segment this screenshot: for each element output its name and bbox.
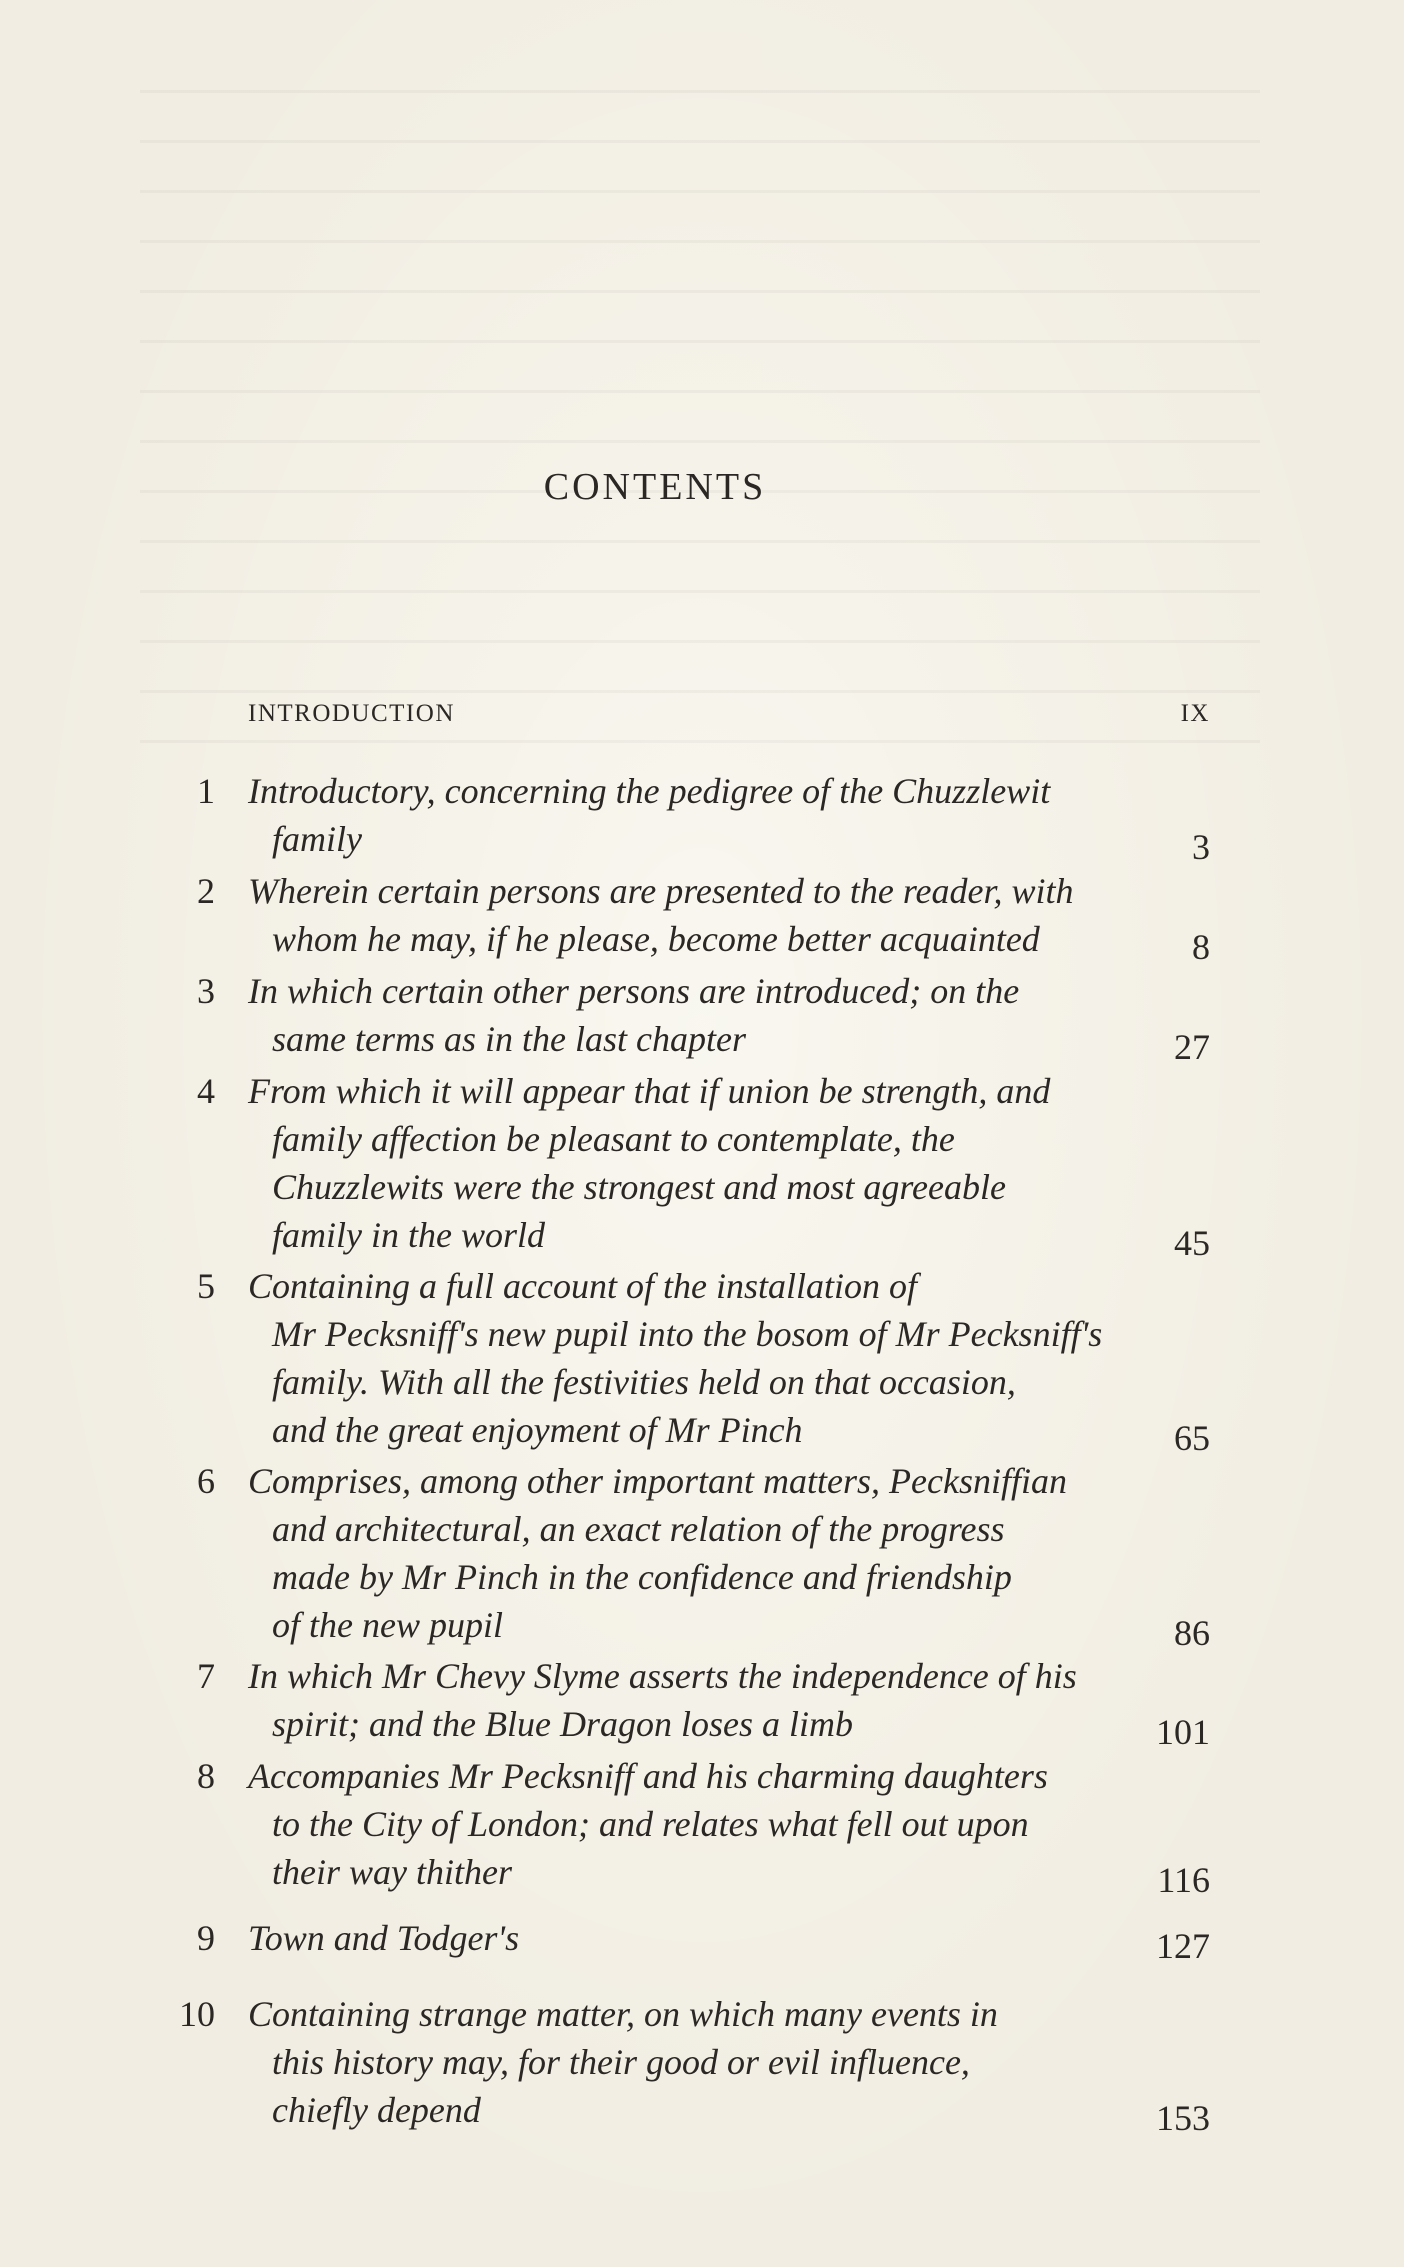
chapter-number: 4 [197, 1071, 215, 1111]
chapter-title-line: family in the world [272, 1215, 545, 1255]
chapter-title-line: spirit; and the Blue Dragon loses a limb [272, 1704, 853, 1744]
chapter-page-number: 45 [1174, 1223, 1210, 1263]
chapter-title-line: Mr Pecksniff's new pupil into the bosom of Mr Pecksniff's [272, 1314, 1103, 1354]
chapter-title-line: this history may, for their good or evil influence, [272, 2042, 970, 2082]
chapter-title-line: Introductory, concerning the pedigree of the Chuzzlewit [248, 771, 1051, 811]
introduction-label: INTRODUCTION [248, 700, 455, 727]
chapter-page-number: 3 [1192, 827, 1210, 867]
chapter-title-line: their way thither [272, 1852, 512, 1892]
chapter-number: 8 [197, 1756, 215, 1796]
chapter-page-number: 27 [1174, 1027, 1210, 1067]
introduction-page-number: IX [1180, 700, 1210, 727]
chapter-number: 6 [197, 1461, 215, 1501]
chapter-number: 9 [197, 1918, 215, 1958]
chapter-page-number: 86 [1174, 1613, 1210, 1653]
chapter-title-line: Accompanies Mr Pecksniff and his charming daughters [248, 1756, 1048, 1796]
chapter-number: 3 [197, 971, 215, 1011]
chapter-title-line: In which certain other persons are introduced; on the [248, 971, 1020, 1011]
chapter-title-line: Wherein certain persons are presented to the reader, with [248, 871, 1074, 911]
chapter-title-line: family [272, 819, 362, 859]
chapter-title-line: From which it will appear that if union be strength, and [248, 1071, 1051, 1111]
chapter-page-number: 8 [1192, 927, 1210, 967]
chapter-page-number: 127 [1156, 1926, 1210, 1966]
chapter-page-number: 101 [1156, 1712, 1210, 1752]
chapter-number: 7 [197, 1656, 215, 1696]
chapter-number: 5 [197, 1266, 215, 1306]
chapter-title-line: and architectural, an exact relation of the progress [272, 1509, 1005, 1549]
chapter-title-line: Chuzzlewits were the strongest and most agreeable [272, 1167, 1006, 1207]
chapter-title-line: family. With all the festivities held on that occasion, [272, 1362, 1016, 1402]
chapter-page-number: 153 [1156, 2098, 1210, 2138]
chapter-number: 1 [197, 771, 215, 811]
chapter-title-line: family affection be pleasant to contemplate, the [272, 1119, 955, 1159]
chapter-title-line: Containing strange matter, on which many events in [248, 1994, 998, 2034]
chapter-title-line: Containing a full account of the installation of [248, 1266, 917, 1306]
chapter-number: 2 [197, 871, 215, 911]
chapter-title-line: chiefly depend [272, 2090, 481, 2130]
page-title: CONTENTS [543, 466, 767, 509]
chapter-title-line: and the great enjoyment of Mr Pinch [272, 1410, 803, 1450]
chapter-title-line: whom he may, if he please, become better acquainted [272, 919, 1040, 959]
chapter-page-number: 65 [1174, 1418, 1210, 1458]
chapter-title-line: Town and Todger's [248, 1918, 520, 1958]
chapter-title-line: Comprises, among other important matters, Pecksniffian [248, 1461, 1067, 1501]
chapter-page-number: 116 [1157, 1860, 1210, 1900]
chapter-title-line: same terms as in the last chapter [272, 1019, 746, 1059]
chapter-title-line: to the City of London; and relates what fell out upon [272, 1804, 1029, 1844]
chapter-title-line: made by Mr Pinch in the confidence and friendship [272, 1557, 1012, 1597]
chapter-number: 10 [179, 1994, 215, 2034]
chapter-title-line: In which Mr Chevy Slyme asserts the independence of his [248, 1656, 1077, 1696]
chapter-title-line: of the new pupil [272, 1605, 503, 1645]
